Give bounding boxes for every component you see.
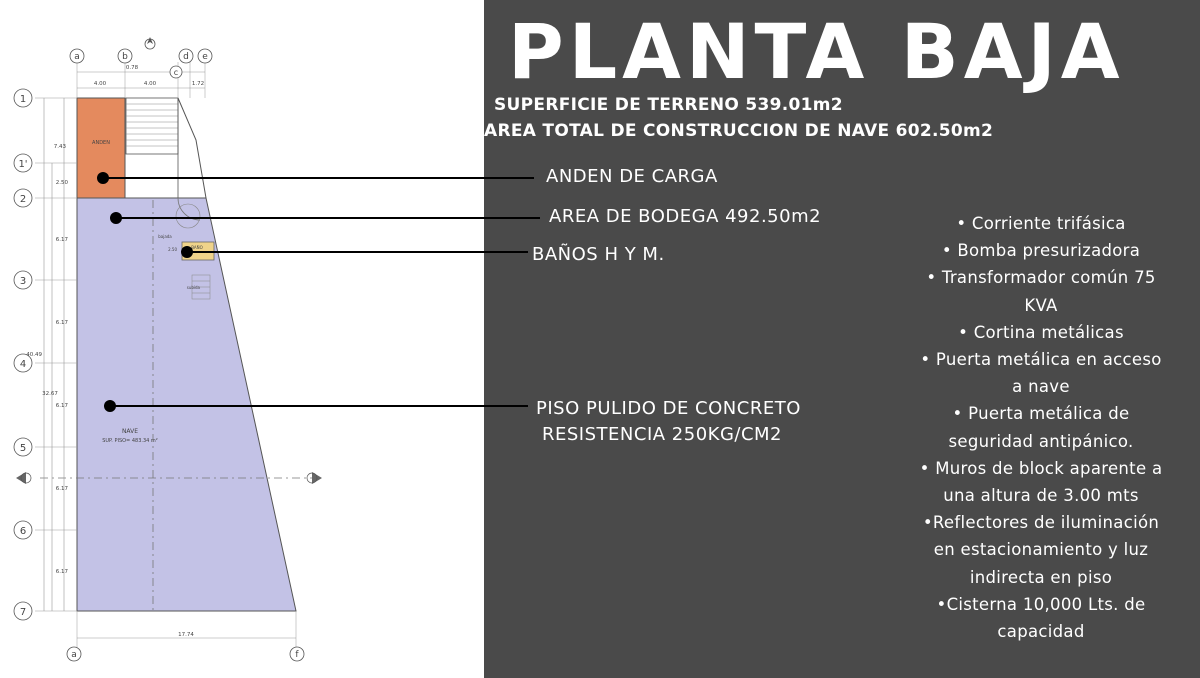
dim-left-7: 6.17 [55, 569, 68, 575]
north-arrow-icon [145, 37, 155, 49]
callout-piso-label: PISO PULIDO DE CONCRETO RESISTENCIA 250KG/CM2 [536, 398, 801, 445]
feature-item-1: • Corriente trifásica [956, 214, 1126, 233]
dim-top-2: 0.78 [125, 65, 139, 71]
dim-total-2: 32.67 [42, 391, 58, 397]
feature-item-9-cont-1: capacidad [997, 622, 1085, 642]
dim-note: 2.50 [168, 247, 177, 252]
feature-item-2: • Bomba presurizadora [941, 241, 1141, 261]
page-title: PLANTA BAJA [508, 7, 1125, 96]
callout-anden-label: ANDEN DE CARGA [546, 166, 718, 187]
svg-text:d: d [183, 52, 189, 62]
dim-top-1: 4.00 [93, 81, 107, 87]
feature-item-3-cont-1: KVA [1024, 295, 1058, 315]
feature-item-8-cont-2: indirecta en piso [969, 567, 1113, 587]
room-nave-area: SUP. PISO= 483.34 m² [102, 438, 158, 444]
dim-left-3: 6.17 [55, 237, 68, 243]
feature-item-8-cont-1: en estacionamiento y luz [933, 540, 1149, 560]
section-marker-right-icon [307, 472, 322, 484]
floor-plan [0, 0, 484, 678]
dim-left-2: 2.50 [55, 180, 68, 186]
svg-text:a: a [74, 52, 80, 62]
dim-left-4: 6.17 [55, 320, 68, 326]
col-axis-d-top [179, 49, 193, 63]
row-axis-1 [14, 89, 32, 107]
feature-item-4: • Cortina metálicas [958, 322, 1124, 342]
svg-text:7: 7 [19, 607, 27, 618]
row-axis-5 [14, 438, 32, 456]
svg-text:6: 6 [19, 526, 27, 537]
feature-item-5: • Puerta metálica en acceso [920, 350, 1162, 370]
svg-text:c: c [173, 68, 179, 77]
feature-item-9: •Cisterna 10,000 Lts. de [936, 594, 1146, 614]
svg-text:4: 4 [19, 359, 27, 370]
callout-anden-leader [97, 172, 484, 184]
room-bajada-label: bajada [158, 234, 172, 239]
features-list [898, 210, 1184, 645]
svg-text:1': 1' [18, 159, 28, 170]
feature-item-8: •Reflectores de iluminación [922, 513, 1160, 533]
svg-text:b: b [122, 52, 128, 62]
area-total-construccion: AREA TOTAL DE CONSTRUCCION DE NAVE 602.50m2 [484, 121, 994, 141]
callout-banos-label: BAÑOS H Y M. [532, 244, 665, 265]
room-bano-label: BAÑO [191, 245, 203, 250]
room-nave-label: NAVE [121, 428, 139, 435]
feature-item-7: • Muros de block aparente a [919, 458, 1163, 478]
dim-top-4: 1.72 [191, 81, 205, 87]
callout-banos-leader [181, 246, 484, 258]
section-marker-left-icon [16, 472, 31, 484]
svg-text:2: 2 [19, 194, 27, 205]
col-axis-e-top [198, 49, 212, 63]
svg-text:3: 3 [19, 276, 27, 287]
dim-bottom: 17.74 [178, 632, 194, 638]
svg-text:1: 1 [19, 94, 27, 105]
feature-item-5-cont-1: a nave [1012, 377, 1070, 397]
col-axis-b-top [118, 49, 132, 63]
stairs [126, 98, 178, 154]
row-axis-7 [14, 602, 32, 620]
svg-text:a: a [71, 650, 77, 660]
feature-item-3: • Transformador común 75 [926, 268, 1156, 288]
svg-text:f: f [295, 650, 299, 660]
row-axis-6 [14, 521, 32, 539]
callout-bodega-label: AREA DE BODEGA 492.50m2 [549, 206, 822, 227]
superficie-terreno: SUPERFICIE DE TERRENO 539.01m2 [494, 95, 843, 115]
col-axis-a-bottom [67, 647, 81, 661]
dim-left-5: 6.17 [55, 403, 68, 409]
dim-total-1: 40.49 [26, 352, 42, 358]
row-axis-1prime [14, 154, 32, 172]
dim-left-1: 7.43 [53, 144, 66, 150]
row-axis-3 [14, 271, 32, 289]
room-subida-label: subida [186, 285, 200, 290]
svg-text:5: 5 [19, 443, 27, 454]
svg-text:e: e [202, 52, 208, 62]
dim-left-6: 6.17 [55, 486, 68, 492]
feature-item-6: • Puerta metálica de [952, 404, 1130, 424]
row-axis-2 [14, 189, 32, 207]
room-anden-label: ANDEN [92, 140, 110, 146]
feature-item-6-cont-1: seguridad antipánico. [948, 431, 1134, 451]
col-axis-c-top [170, 66, 182, 78]
feature-item-7-cont-1: una altura de 3.00 mts [943, 486, 1139, 506]
col-axis-f-bottom [290, 647, 304, 661]
col-axis-a-top [70, 49, 84, 63]
dim-top-3: 4.00 [143, 81, 157, 87]
